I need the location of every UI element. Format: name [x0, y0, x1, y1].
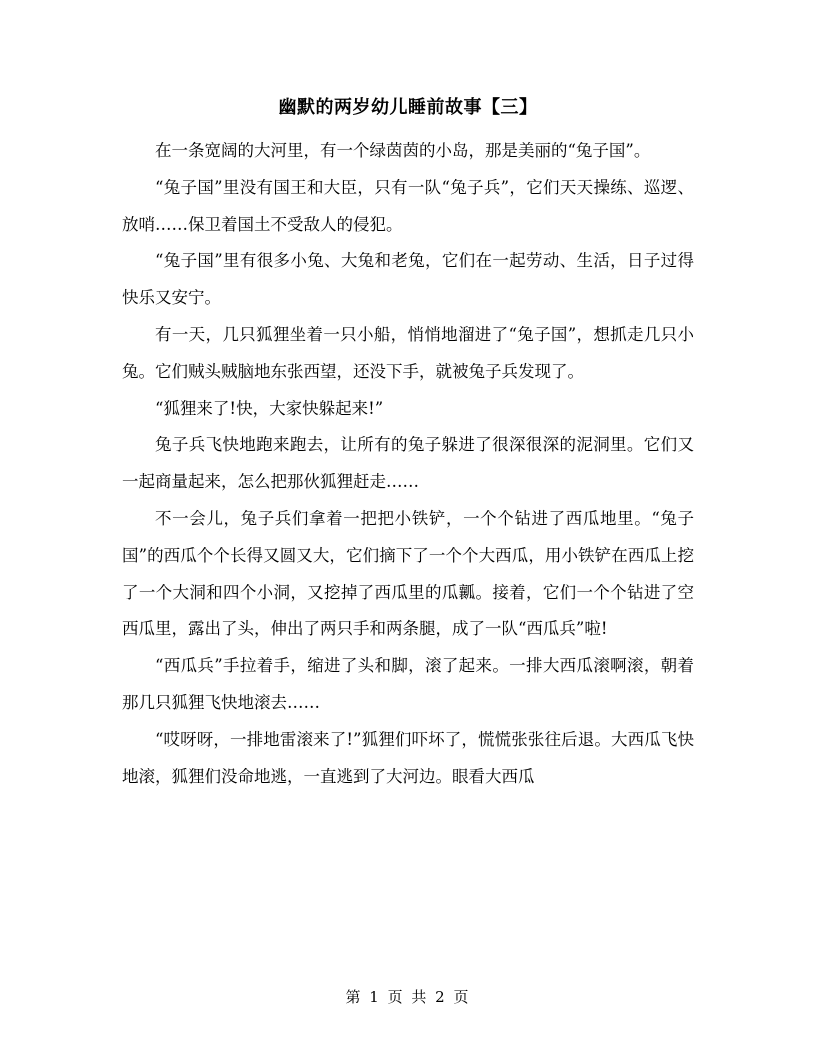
- paragraph: “西瓜兵”手拉着手，缩进了头和脚，滚了起来。一排大西瓜滚啊滚，朝着那几只狐狸飞快地滚去……: [122, 656, 694, 712]
- paragraph: “兔子国”里有很多小兔、大兔和老兔，它们在一起劳动、生活，日子过得快乐又安宁。: [122, 251, 694, 308]
- document-title: 幽默的两岁幼儿睡前故事【三】: [278, 97, 538, 118]
- page-number-footer: 第 1 页 共 2 页: [345, 988, 471, 1006]
- paragraph: 兔子兵飞快地跑来跑去，让所有的兔子躲进了很深很深的泥洞里。它们又一起商量起来，怎么把那伙狐狸赶走……: [122, 435, 694, 492]
- paragraph: 有一天，几只狐狸坐着一只小船，悄悄地溜进了“兔子国”，想抓走几只小兔。它们贼头贼脑地东张西望，还没下手，就被兔子兵发现了。: [122, 324, 694, 381]
- paragraph: 不一会儿，兔子兵们拿着一把把小铁铲，一个个钻进了西瓜地里。“兔子国”的西瓜个个长得又圆又大，它们摘下了一个个大西瓜，用小铁铲在西瓜上挖了一个大洞和四个小洞，又挖掉了西瓜里的瓜瓤。接着，它们一个个钻进了空西瓜里，露出了头，伸出了两只手和两条腿，成了一队“西瓜兵”啦!: [122, 508, 694, 639]
- paragraph: “兔子国”里没有国王和大臣，只有一队“兔子兵”，它们天天操练、巡逻、放哨……保卫着国土不受敌人的侵犯。: [122, 177, 694, 234]
- document-body: [122, 133, 694, 795]
- paragraph: “狐狸来了!快，大家快躲起来!”: [155, 398, 384, 418]
- paragraph: “哎呀呀，一排地雷滚来了!”狐狸们吓坏了，慌慌张张往后退。大西瓜飞快地滚，狐狸们没命地逃，一直逃到了大河边。眼看大西瓜: [122, 729, 694, 786]
- paragraph: 在一条宽阔的大河里，有一个绿茵茵的小岛，那是美丽的“兔子国”。: [155, 141, 651, 160]
